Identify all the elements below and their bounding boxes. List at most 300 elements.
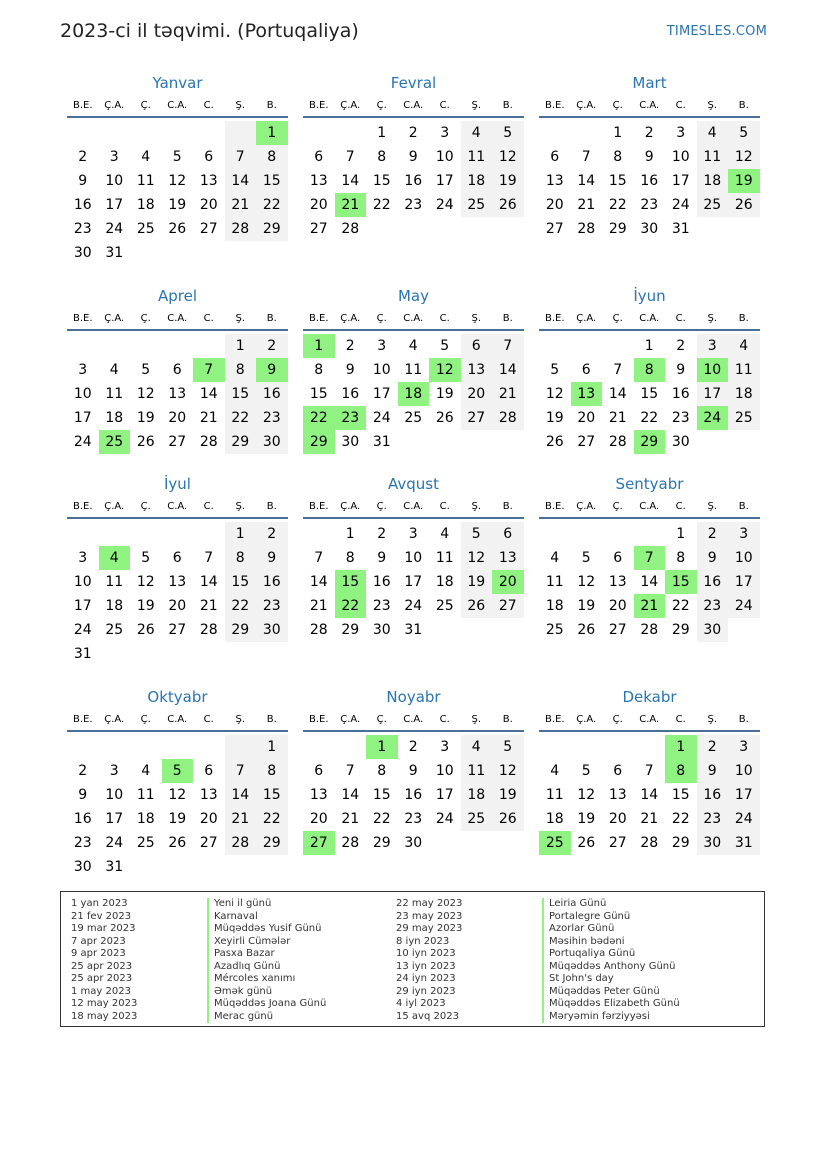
month-name: İyul: [164, 475, 191, 493]
empty-day-cell: [571, 735, 603, 759]
day-cell: 15: [225, 570, 257, 594]
day-cell: 5: [550, 362, 560, 378]
day-cell: 27: [608, 835, 627, 851]
day-cell: 13: [461, 358, 493, 382]
weekday-label: B.: [266, 313, 277, 324]
day-cell: 12: [136, 386, 155, 402]
day-cell: 8: [225, 546, 257, 570]
day-cell: 24: [105, 835, 124, 851]
day-cell: 13: [309, 173, 328, 189]
day-cell: 6: [613, 550, 623, 566]
day-cell: 18: [461, 169, 493, 193]
weekday-label: B.E.: [72, 501, 93, 512]
month-calendar: [303, 686, 524, 855]
weekday-label: C.A.: [639, 714, 660, 725]
day-cell: 31: [73, 646, 92, 662]
day-cell: 18: [105, 598, 124, 614]
empty-day-cell: [539, 735, 571, 759]
day-cell: 3: [440, 739, 450, 755]
legend-date: 9 apr 2023: [71, 948, 126, 959]
empty-day-cell: [99, 334, 131, 358]
legend-holiday-name: Merac günü: [207, 1011, 326, 1024]
day-cell: 23: [73, 835, 92, 851]
weekday-label: Ş.: [471, 313, 482, 324]
empty-day-cell: [193, 522, 225, 546]
legend-date: 4 iyl 2023: [396, 998, 446, 1009]
weekday-header: [539, 711, 760, 732]
day-cell: 16: [73, 197, 92, 213]
day-cell: 6: [204, 149, 214, 165]
day-cell: 27: [199, 835, 218, 851]
day-cell: 21: [640, 811, 659, 827]
empty-day-cell: [602, 735, 634, 759]
weekday-label: Ç.A.: [576, 100, 597, 111]
month-calendar: [67, 285, 288, 454]
day-cell: 4: [440, 526, 450, 542]
day-cell: 17: [697, 382, 729, 406]
day-cell: 2: [408, 739, 418, 755]
day-cell: 1: [225, 522, 257, 546]
weekday-label: Ç.A.: [576, 313, 597, 324]
day-cell: 9: [256, 546, 288, 570]
day-cell: 28: [577, 221, 596, 237]
weekday-label: C.: [675, 313, 686, 324]
day-cell: 27: [461, 406, 493, 430]
day-cell: 19: [461, 570, 493, 594]
day-cell: 21: [225, 193, 257, 217]
day-cell: 29: [225, 430, 257, 454]
day-cell: 21: [492, 382, 524, 406]
weekday-label: Ç.A.: [340, 501, 361, 512]
day-cell: 25: [404, 410, 423, 426]
empty-day-cell: [193, 121, 225, 145]
day-cell: 12: [545, 386, 564, 402]
empty-day-cell: [130, 334, 162, 358]
legend-holiday-name: Müqəddəs Anthony Günü: [542, 961, 680, 974]
day-cell: 2: [377, 526, 387, 542]
weekday-label: Ç.: [140, 313, 151, 324]
weekday-label: C.A.: [639, 313, 660, 324]
day-cell: 26: [492, 193, 524, 217]
legend-date: 25 apr 2023: [71, 960, 133, 972]
day-cell: 30: [256, 618, 288, 642]
day-cell: 23: [640, 197, 659, 213]
day-cell: 5: [728, 121, 760, 145]
days-grid: [303, 522, 524, 642]
day-cell: 5: [461, 522, 493, 546]
weekday-label: B.: [502, 714, 513, 725]
day-cell: 19: [168, 197, 187, 213]
month-calendar: [539, 285, 760, 454]
day-cell: 3: [676, 125, 686, 141]
weekday-label: B.E.: [308, 714, 329, 725]
weekday-label: Ş.: [707, 313, 718, 324]
day-cell: 21: [577, 197, 596, 213]
weekday-label: C.: [439, 313, 450, 324]
empty-day-cell: [99, 121, 131, 145]
day-cell: 13: [168, 574, 187, 590]
day-cell: 3: [440, 125, 450, 141]
day-cell: 10: [73, 574, 92, 590]
day-cell: 28: [225, 831, 257, 855]
day-cell: 20: [608, 811, 627, 827]
day-cell: 9: [78, 173, 88, 189]
day-cell: 12: [168, 787, 187, 803]
holiday-day-cell: 13: [571, 382, 603, 406]
day-cell: 14: [309, 574, 328, 590]
day-cell: 3: [377, 338, 387, 354]
day-cell: 30: [640, 221, 659, 237]
day-cell: 26: [435, 410, 454, 426]
day-cell: 1: [256, 735, 288, 759]
weekday-label: B.: [502, 501, 513, 512]
day-cell: 4: [550, 550, 560, 566]
weekday-label: C.A.: [639, 100, 660, 111]
day-cell: 4: [550, 763, 560, 779]
day-cell: 8: [314, 362, 324, 378]
empty-day-cell: [539, 522, 571, 546]
day-cell: 8: [345, 550, 355, 566]
day-cell: 10: [728, 546, 760, 570]
month-name: Fevral: [390, 74, 437, 92]
day-cell: 6: [461, 334, 493, 358]
holiday-day-cell: 4: [99, 546, 131, 570]
day-cell: 16: [73, 811, 92, 827]
legend-date: 25 apr 2023: [71, 973, 133, 984]
holiday-day-cell: 7: [634, 546, 666, 570]
day-cell: 21: [199, 598, 218, 614]
weekday-label: Ç.: [140, 714, 151, 725]
month-calendar: [303, 473, 524, 642]
day-cell: 10: [73, 386, 92, 402]
legend-date: 10 iyn 2023: [396, 948, 456, 959]
legend-holiday-name: Müqəddəs Yusif Günü: [207, 923, 326, 936]
day-cell: 29: [225, 618, 257, 642]
days-grid: [67, 334, 288, 454]
days-grid: [303, 735, 524, 855]
day-cell: 20: [309, 811, 328, 827]
day-cell: 24: [105, 221, 124, 237]
day-cell: 22: [256, 193, 288, 217]
day-cell: 23: [404, 197, 423, 213]
day-cell: 20: [545, 197, 564, 213]
day-cell: 30: [404, 835, 423, 851]
month-calendar: [303, 72, 524, 241]
empty-day-cell: [162, 334, 194, 358]
month-calendar: [539, 686, 760, 855]
day-cell: 4: [109, 362, 119, 378]
day-cell: 20: [577, 410, 596, 426]
weekday-label: B.E.: [72, 313, 93, 324]
day-cell: 11: [136, 787, 155, 803]
day-cell: 21: [309, 598, 328, 614]
day-cell: 16: [341, 386, 360, 402]
weekday-header: [67, 711, 288, 732]
day-cell: 18: [136, 197, 155, 213]
day-cell: 17: [73, 598, 92, 614]
day-cell: 5: [492, 735, 524, 759]
day-cell: 9: [676, 362, 686, 378]
legend-date: 29 iyn 2023: [396, 985, 456, 997]
weekday-header: [539, 97, 760, 118]
holiday-day-cell: 7: [193, 358, 225, 382]
weekday-label: C.A.: [167, 714, 188, 725]
day-cell: 6: [613, 763, 623, 779]
weekday-label: B.E.: [308, 501, 329, 512]
day-cell: 26: [577, 622, 596, 638]
weekday-label: Ç.A.: [104, 714, 125, 725]
day-cell: 3: [109, 149, 119, 165]
holiday-day-cell: 25: [539, 831, 571, 855]
weekday-label: C.: [203, 501, 214, 512]
empty-day-cell: [67, 121, 99, 145]
legend-holiday-name: Müqəddəs Joana Günü: [207, 998, 326, 1011]
day-cell: 19: [136, 410, 155, 426]
day-cell: 26: [492, 807, 524, 831]
day-cell: 18: [105, 410, 124, 426]
day-cell: 29: [671, 622, 690, 638]
day-cell: 30: [73, 859, 92, 875]
weekday-label: Ç.A.: [104, 501, 125, 512]
legend-date: 21 fev 2023: [71, 910, 132, 922]
empty-day-cell: [634, 522, 666, 546]
legend-holiday-name: Əmək günü: [207, 986, 326, 999]
holiday-day-cell: 23: [335, 406, 367, 430]
day-cell: 25: [461, 193, 493, 217]
legend-holiday-name: Müqəddəs Elizabeth Günü: [542, 998, 680, 1011]
day-cell: 18: [435, 574, 454, 590]
day-cell: 10: [435, 763, 454, 779]
day-cell: 11: [136, 173, 155, 189]
legend-date: 22 may 2023: [396, 898, 463, 909]
day-cell: 20: [608, 598, 627, 614]
day-cell: 24: [728, 594, 760, 618]
day-cell: 29: [256, 831, 288, 855]
day-cell: 31: [105, 245, 124, 261]
empty-day-cell: [99, 522, 131, 546]
weekday-label: B.E.: [72, 714, 93, 725]
empty-day-cell: [193, 735, 225, 759]
day-cell: 9: [697, 759, 729, 783]
day-cell: 5: [581, 550, 591, 566]
day-cell: 17: [105, 811, 124, 827]
day-cell: 15: [372, 173, 391, 189]
legend-holiday-name: Portuqaliya Günü: [542, 948, 680, 961]
day-cell: 16: [697, 783, 729, 807]
day-cell: 25: [136, 835, 155, 851]
weekday-header: [67, 97, 288, 118]
holiday-day-cell: 1: [256, 121, 288, 145]
day-cell: 28: [640, 835, 659, 851]
legend-dates-right: [396, 898, 462, 1023]
holiday-day-cell: 20: [492, 570, 524, 594]
day-cell: 22: [608, 197, 627, 213]
day-cell: 26: [168, 835, 187, 851]
day-cell: 13: [545, 173, 564, 189]
legend-holiday-name: Portalegre Günü: [542, 911, 680, 924]
day-cell: 12: [492, 145, 524, 169]
weekday-label: C.A.: [167, 100, 188, 111]
day-cell: 19: [168, 811, 187, 827]
day-cell: 2: [78, 763, 88, 779]
days-grid: [539, 735, 760, 855]
weekday-label: B.: [266, 714, 277, 725]
empty-day-cell: [225, 121, 257, 145]
weekday-label: Ç.: [140, 501, 151, 512]
day-cell: 7: [345, 763, 355, 779]
month-name: Mart: [632, 74, 667, 92]
day-cell: 7: [644, 763, 654, 779]
legend-holiday-name: Məryəmin fərziyyəsi: [542, 1011, 680, 1024]
day-cell: 14: [341, 173, 360, 189]
day-cell: 4: [141, 149, 151, 165]
weekday-label: B.: [738, 313, 749, 324]
day-cell: 23: [404, 811, 423, 827]
day-cell: 24: [73, 622, 92, 638]
month-name: Sentyabr: [615, 475, 684, 493]
day-cell: 6: [492, 522, 524, 546]
day-cell: 14: [225, 169, 257, 193]
weekday-label: C.: [675, 714, 686, 725]
days-grid: [303, 334, 524, 454]
holiday-day-cell: 21: [335, 193, 367, 217]
day-cell: 26: [136, 622, 155, 638]
legend-date: 13 iyn 2023: [396, 960, 456, 972]
day-cell: 7: [613, 362, 623, 378]
day-cell: 10: [372, 362, 391, 378]
weekday-header: [67, 498, 288, 519]
day-cell: 19: [577, 598, 596, 614]
day-cell: 11: [461, 759, 493, 783]
day-cell: 24: [73, 434, 92, 450]
legend-names-left: [207, 898, 326, 1023]
day-cell: 22: [671, 598, 690, 614]
day-cell: 19: [545, 410, 564, 426]
empty-day-cell: [67, 522, 99, 546]
empty-day-cell: [225, 735, 257, 759]
day-cell: 2: [697, 735, 729, 759]
empty-day-cell: [571, 334, 603, 358]
legend-date: 29 may 2023: [396, 923, 463, 934]
weekday-header: [303, 310, 524, 331]
day-cell: 30: [697, 831, 729, 855]
day-cell: 14: [341, 787, 360, 803]
day-cell: 15: [225, 382, 257, 406]
weekday-label: Ş.: [707, 714, 718, 725]
empty-day-cell: [571, 121, 603, 145]
day-cell: 7: [581, 149, 591, 165]
day-cell: 23: [372, 598, 391, 614]
weekday-label: C.A.: [403, 501, 424, 512]
day-cell: 28: [608, 434, 627, 450]
day-cell: 31: [671, 221, 690, 237]
day-cell: 28: [492, 406, 524, 430]
day-cell: 2: [256, 334, 288, 358]
legend-holiday-name: Məsihin bədəni: [542, 936, 680, 949]
weekday-label: Ş.: [235, 714, 246, 725]
day-cell: 30: [671, 434, 690, 450]
day-cell: 27: [492, 594, 524, 618]
page-title: 2023-ci il təqvimi. (Portuqaliya): [60, 20, 359, 42]
empty-day-cell: [162, 522, 194, 546]
month-name: Avqust: [388, 475, 439, 493]
month-name: Dekabr: [622, 688, 677, 706]
day-cell: 6: [204, 763, 214, 779]
day-cell: 25: [728, 406, 760, 430]
day-cell: 23: [697, 807, 729, 831]
day-cell: 7: [204, 550, 214, 566]
day-cell: 8: [225, 358, 257, 382]
day-cell: 16: [640, 173, 659, 189]
day-cell: 30: [73, 245, 92, 261]
day-cell: 14: [640, 787, 659, 803]
day-cell: 17: [105, 197, 124, 213]
day-cell: 9: [408, 763, 418, 779]
weekday-label: Ç.: [612, 501, 623, 512]
day-cell: 2: [697, 522, 729, 546]
day-cell: 14: [199, 386, 218, 402]
day-cell: 25: [105, 622, 124, 638]
day-cell: 27: [545, 221, 564, 237]
day-cell: 28: [640, 622, 659, 638]
day-cell: 23: [256, 406, 288, 430]
day-cell: 25: [136, 221, 155, 237]
day-cell: 9: [644, 149, 654, 165]
day-cell: 19: [492, 169, 524, 193]
day-cell: 11: [728, 358, 760, 382]
weekday-label: Ç.: [140, 100, 151, 111]
day-cell: 17: [372, 386, 391, 402]
day-cell: 9: [408, 149, 418, 165]
day-cell: 17: [728, 783, 760, 807]
day-cell: 12: [168, 173, 187, 189]
day-cell: 20: [199, 197, 218, 213]
day-cell: 27: [168, 622, 187, 638]
holiday-day-cell: 15: [335, 570, 367, 594]
day-cell: 27: [199, 221, 218, 237]
day-cell: 13: [492, 546, 524, 570]
empty-day-cell: [99, 735, 131, 759]
weekday-label: Ç.A.: [340, 313, 361, 324]
day-cell: 29: [372, 835, 391, 851]
weekday-label: Ç.: [612, 714, 623, 725]
weekday-label: B.E.: [544, 714, 565, 725]
day-cell: 21: [341, 811, 360, 827]
month-name: Yanvar: [152, 74, 203, 92]
day-cell: 23: [671, 410, 690, 426]
legend-date: 12 may 2023: [71, 998, 138, 1009]
day-cell: 9: [697, 546, 729, 570]
weekday-label: Ç.: [376, 501, 387, 512]
empty-day-cell: [162, 121, 194, 145]
brand-logo[interactable]: TIMESLES.COM: [666, 24, 767, 39]
day-cell: 16: [671, 386, 690, 402]
holiday-day-cell: 25: [99, 430, 131, 454]
legend-date: 18 may 2023: [71, 1010, 138, 1022]
empty-day-cell: [303, 121, 335, 145]
day-cell: 6: [172, 362, 182, 378]
weekday-label: C.A.: [403, 313, 424, 324]
holiday-day-cell: 24: [697, 406, 729, 430]
holiday-day-cell: 1: [366, 735, 398, 759]
day-cell: 6: [314, 149, 324, 165]
day-cell: 12: [492, 759, 524, 783]
day-cell: 4: [461, 735, 493, 759]
day-cell: 28: [199, 434, 218, 450]
day-cell: 26: [461, 594, 493, 618]
holiday-day-cell: 18: [398, 382, 430, 406]
day-cell: 8: [676, 550, 686, 566]
